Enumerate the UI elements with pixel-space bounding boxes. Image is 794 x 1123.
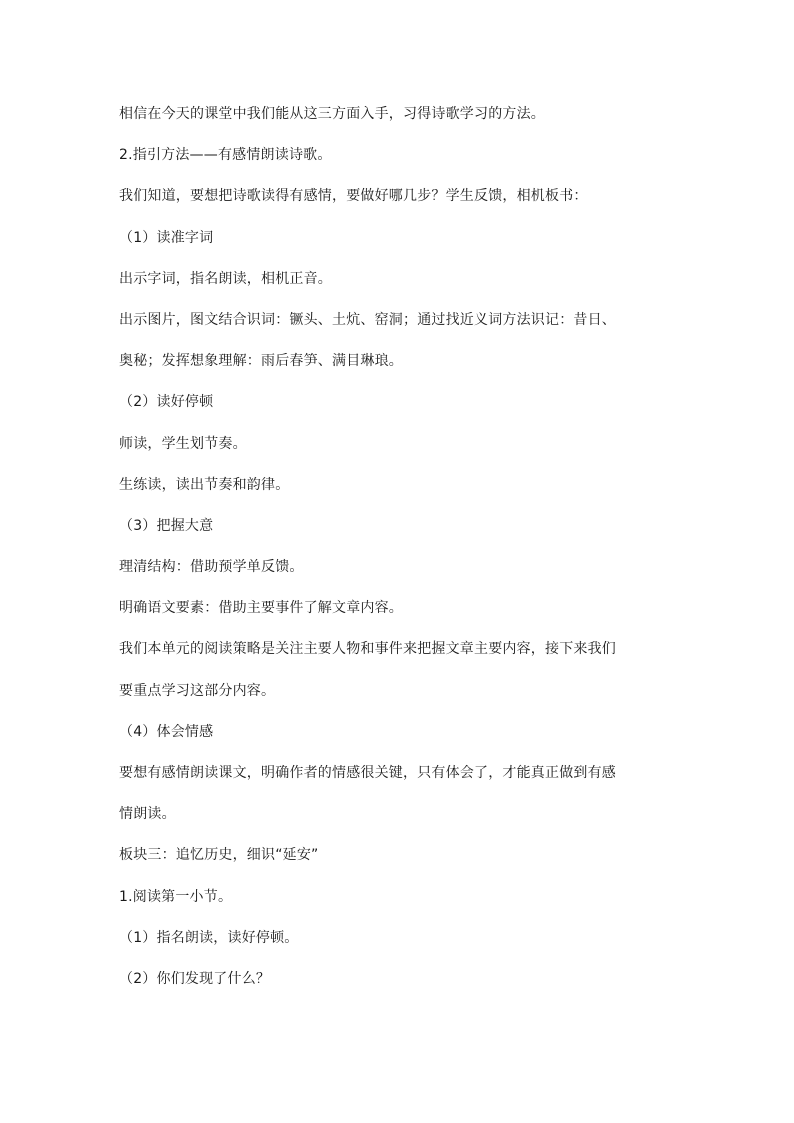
paragraph-images-cont: 奥秘；发挥想象理解：雨后春笋、满目琳琅。 xyxy=(119,353,403,370)
paragraph-student-read: 生练读，读出节奏和韵律。 xyxy=(119,476,290,493)
paragraph-structure: 理清结构：借助预学单反馈。 xyxy=(119,559,304,576)
list-item-2: （2）你们发现了什么？ xyxy=(119,970,271,987)
paragraph-teacher-read: 师读，学生划节奏。 xyxy=(119,435,247,452)
subheading-4: （4）体会情感 xyxy=(119,723,214,740)
paragraph-words: 出示字词，指名朗读，相机正音。 xyxy=(119,270,332,287)
subheading-1: （1）读准字词 xyxy=(119,229,214,246)
paragraph-emotion-cont: 情朗读。 xyxy=(119,806,176,823)
subheading-3: （3）把握大意 xyxy=(119,517,214,534)
list-item-1: （1）指名朗读，读好停顿。 xyxy=(119,929,299,946)
heading-read-first: 1.阅读第一小节。 xyxy=(119,888,233,905)
heading-method: 2.指引方法——有感情朗读诗歌。 xyxy=(119,147,332,164)
paragraph-images: 出示图片，图文结合识词：镢头、土炕、窑洞；通过找近义词方法识记：昔日、 xyxy=(119,311,616,328)
paragraph-emotion: 要想有感情朗读课文，明确作者的情感很关键，只有体会了，才能真正做到有感 xyxy=(119,765,616,781)
paragraph-intro: 相信在今天的课堂中我们能从这三方面入手，习得诗歌学习的方法。 xyxy=(119,106,545,122)
paragraph-elements: 明确语文要素：借助主要事件了解文章内容。 xyxy=(119,600,403,617)
paragraph-strategy-cont: 要重点学习这部分内容。 xyxy=(119,682,276,699)
document-body xyxy=(119,104,689,1010)
paragraph-strategy: 我们本单元的阅读策略是关注主要人物和事件来把握文章主要内容，接下来我们 xyxy=(119,641,616,658)
subheading-2: （2）读好停顿 xyxy=(119,394,214,411)
paragraph-steps: 我们知道，要想把诗歌读得有感情，要做好哪几步？学生反馈，相机板书： xyxy=(119,188,588,205)
section-heading-3: 板块三：追忆历史，细识“延安” xyxy=(119,847,319,864)
